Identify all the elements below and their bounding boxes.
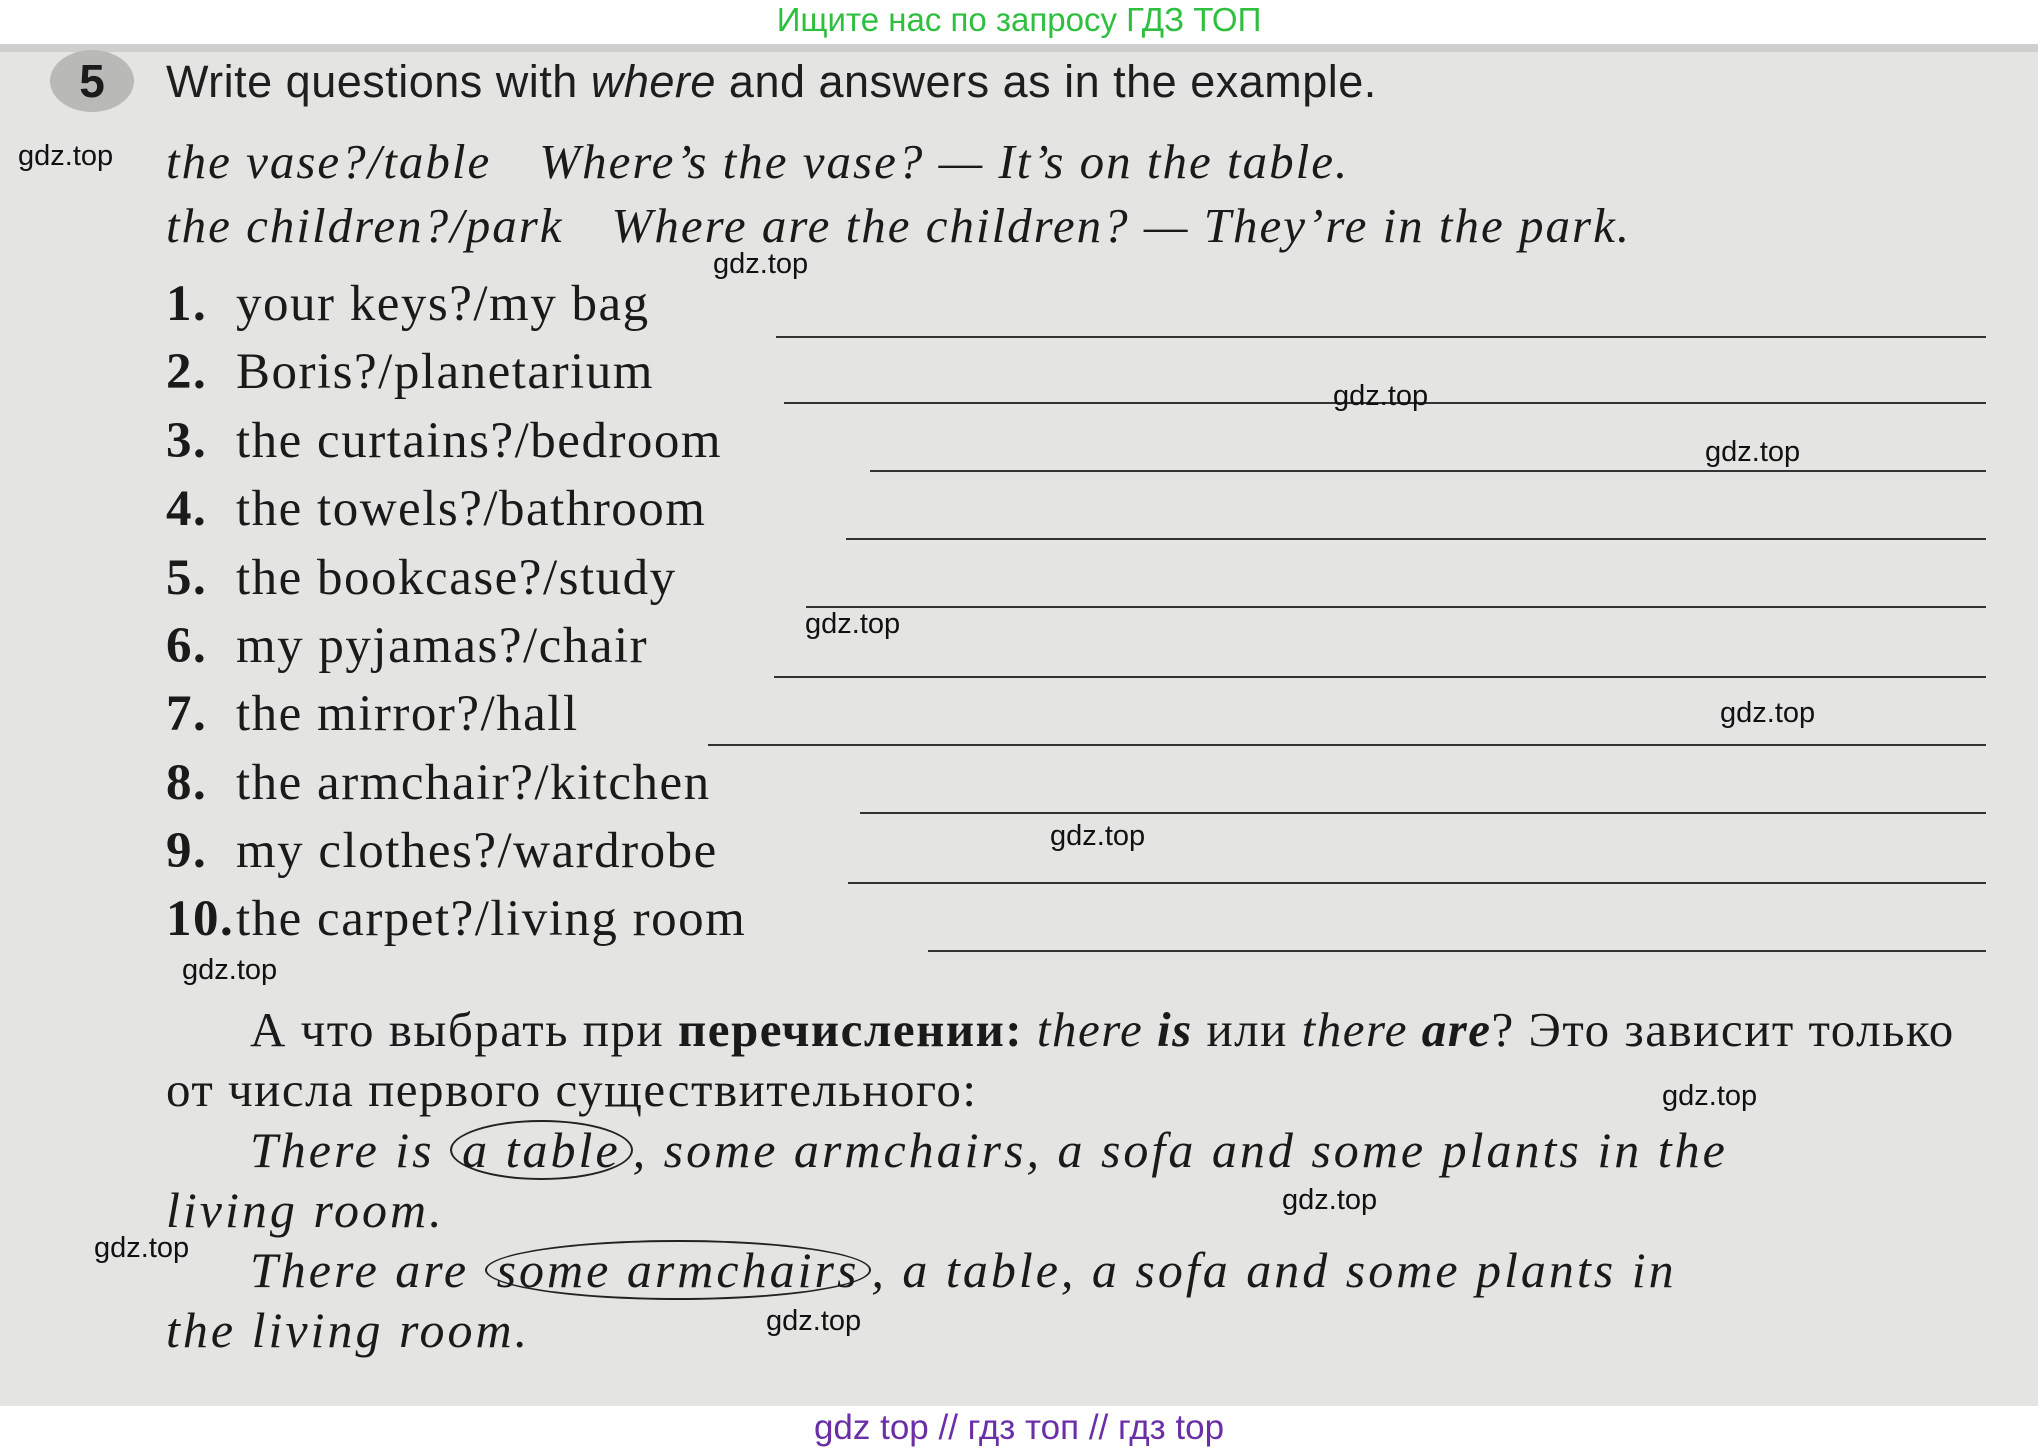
list-item xyxy=(166,888,746,950)
circled-noun: some armchairs xyxy=(485,1240,872,1300)
answer-line-6[interactable] xyxy=(774,676,1986,678)
footer-banner: gdz top // гдз топ // гдз top xyxy=(813,1408,1225,1447)
item-number: 7. xyxy=(166,686,208,742)
item-prompt: the armchair?/kitchen xyxy=(236,755,711,811)
answer-line-7[interactable] xyxy=(708,744,1986,746)
item-prompt: the bookcase?/study xyxy=(236,550,677,606)
rule-example-2-line-1 xyxy=(250,1240,1677,1300)
rule-bold-term: перечислении: xyxy=(677,1002,1024,1057)
list-item xyxy=(166,615,648,677)
watermark: gdz.top xyxy=(805,608,901,640)
item-prompt: the carpet?/living room xyxy=(236,891,747,947)
watermark: gdz.top xyxy=(18,140,114,172)
list-item xyxy=(166,341,654,403)
watermark: gdz.top xyxy=(1333,380,1429,412)
answer-line-10[interactable] xyxy=(928,950,1986,952)
list-item xyxy=(166,547,677,609)
item-number: 3. xyxy=(166,413,208,469)
item-prompt: Boris?/planetarium xyxy=(236,344,654,400)
example-prompt: the vase?/table xyxy=(166,134,492,189)
example-answer: Where are the children? — They’re in the park. xyxy=(611,198,1632,253)
rule-or: или xyxy=(1192,1002,1302,1057)
example-start: There is xyxy=(250,1122,451,1178)
example-rest: , a table, a sofa and some plants in xyxy=(871,1242,1677,1298)
answer-line-5[interactable] xyxy=(806,606,1986,608)
item-number: 1. xyxy=(166,276,208,332)
search-banner: Ищите нас по запросу ГДЗ ТОП xyxy=(776,1,1262,38)
item-number: 6. xyxy=(166,618,208,674)
answer-line-9[interactable] xyxy=(848,882,1986,884)
watermark: gdz.top xyxy=(1705,436,1801,468)
item-prompt: my pyjamas?/chair xyxy=(236,618,649,674)
rule-there: there xyxy=(1023,1002,1157,1057)
instruction-part-b: and answers as in the example. xyxy=(715,56,1377,107)
list-item xyxy=(166,683,579,745)
example-rest: , some armchairs, a sofa and some plants in the xyxy=(632,1122,1728,1178)
watermark: gdz.top xyxy=(1282,1184,1378,1216)
example-line-2 xyxy=(166,196,1631,256)
answer-line-1[interactable] xyxy=(776,336,1986,338)
item-prompt: your keys?/my bag xyxy=(236,276,650,332)
watermark: gdz.top xyxy=(94,1232,190,1264)
rule-are: are xyxy=(1421,1002,1492,1057)
item-number: 10. xyxy=(166,891,235,947)
item-prompt: the towels?/bathroom xyxy=(236,481,707,537)
list-item xyxy=(166,410,722,472)
list-item xyxy=(166,273,650,335)
watermark: gdz.top xyxy=(766,1305,862,1337)
answer-line-8[interactable] xyxy=(860,812,1986,814)
instruction-part-a: Write questions with xyxy=(166,56,591,107)
circled-noun: a table xyxy=(450,1120,632,1180)
rule-there: there xyxy=(1301,1002,1422,1057)
item-number: 8. xyxy=(166,755,208,811)
rule-example-1-line-1 xyxy=(250,1120,1728,1180)
example-answer: Where’s the vase? — It’s on the table. xyxy=(539,134,1350,189)
rule-text-end: ? Это зависит только от числа первого существительного: xyxy=(166,1002,1955,1117)
rule-example-1-line-2: living room. xyxy=(166,1182,445,1238)
exercise-number-badge: 5 xyxy=(50,50,134,112)
item-number: 9. xyxy=(166,823,208,879)
item-number: 4. xyxy=(166,481,208,537)
item-number: 2. xyxy=(166,344,208,400)
item-number: 5. xyxy=(166,550,208,606)
list-item xyxy=(166,478,706,540)
watermark: gdz.top xyxy=(713,248,809,280)
answer-line-3[interactable] xyxy=(870,470,1986,472)
list-item xyxy=(166,820,718,882)
item-prompt: my clothes?/wardrobe xyxy=(236,823,718,879)
exercise-instruction xyxy=(166,52,1377,112)
watermark: gdz.top xyxy=(182,954,278,986)
example-line-1 xyxy=(166,132,1349,192)
rule-text: А что выбрать при xyxy=(250,1002,678,1057)
rule-example-2-line-2: the living room. xyxy=(166,1302,531,1358)
instruction-emphasis: where xyxy=(590,56,716,107)
watermark: gdz.top xyxy=(1720,697,1816,729)
item-prompt: the mirror?/hall xyxy=(236,686,579,742)
watermark: gdz.top xyxy=(1662,1080,1758,1112)
rule-is: is xyxy=(1157,1002,1193,1057)
example-prompt: the children?/park xyxy=(166,198,564,253)
watermark: gdz.top xyxy=(1050,820,1146,852)
answer-line-4[interactable] xyxy=(846,538,1986,540)
example-start: There are xyxy=(250,1242,485,1298)
page-top-edge xyxy=(0,44,2038,52)
item-prompt: the curtains?/bedroom xyxy=(236,413,723,469)
list-item xyxy=(166,752,711,814)
